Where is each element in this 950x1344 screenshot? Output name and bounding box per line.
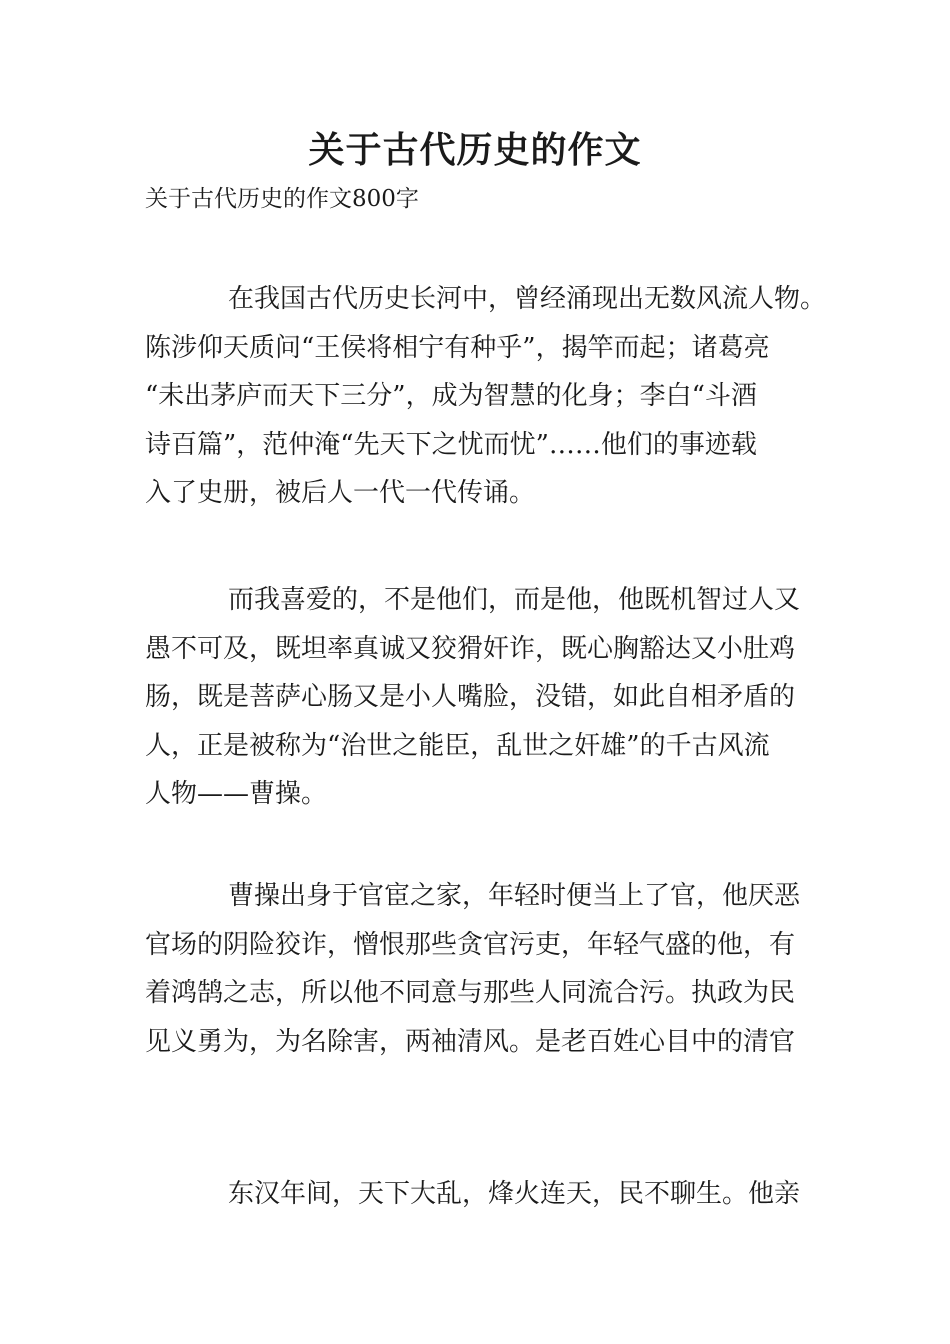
paragraph-line: 陈涉仰天质问“王侯将相宁有种乎”，揭竿而起；诸葛亮 <box>145 332 770 363</box>
paragraph-line: 诗百篇”，范仲淹“先天下之忧而忧”……他们的事迹载 <box>145 429 757 460</box>
paragraph-line: 入了史册，被后人一代一代传诵。 <box>145 478 536 508</box>
paragraph-line: 人，正是被称为“治世之能臣，乱世之奸雄”的千古风流 <box>145 730 770 761</box>
paragraph-line: 人物——曹操。 <box>145 779 328 809</box>
document-subtitle: 关于古代历史的作文800字 <box>145 186 419 212</box>
paragraph-line: 见义勇为，为名除害，两袖清风。是老百姓心目中的清官 <box>145 1026 796 1057</box>
paragraph-line: 在我国古代历史长河中，曾经涌现出无数风流人物。 <box>228 284 827 314</box>
paragraph-line: 曹操出身于官宦之家，年轻时便当上了官，他厌恶 <box>228 881 801 911</box>
paragraph-line: 着鸿鹄之志，所以他不同意与那些人同流合污。执政为民 <box>145 978 796 1008</box>
paragraph-line: 官场的阴险狡诈，憎恨那些贪官污吏，年轻气盛的他，有 <box>145 929 796 960</box>
paragraph-line: “未出茅庐而天下三分”，成为智慧的化身；李白“斗酒 <box>145 381 757 411</box>
document-title: 关于古代历史的作文 <box>308 129 642 171</box>
paragraph-line: 而我喜爱的，不是他们，而是他，他既机智过人又 <box>228 585 801 615</box>
paragraph-line: 东汉年间，天下大乱，烽火连天，民不聊生。他亲 <box>228 1179 801 1209</box>
paragraph-1 <box>145 275 835 518</box>
paragraph-line: 愚不可及，既坦率真诚又狡猾奸诈，既心胸豁达又小肚鸡 <box>145 633 796 664</box>
paragraph-4 <box>145 1170 835 1219</box>
paragraph-line: 肠，既是菩萨心肠又是小人嘴脸，没错，如此自相矛盾的 <box>145 682 796 712</box>
paragraph-2 <box>145 576 835 819</box>
paragraph-3 <box>145 872 835 1066</box>
